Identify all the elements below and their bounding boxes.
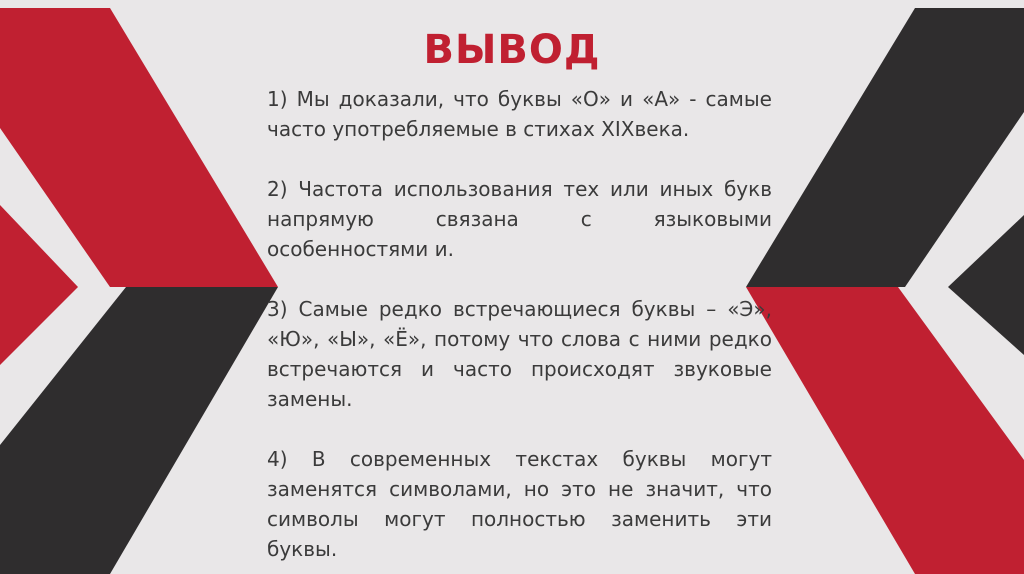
right-small-dark-arrow [948, 215, 1024, 355]
conclusion-paragraph-3: 3) Самые редко встречающиеся буквы – «Э», «Ю», «Ы», «Ё», потому что слова с ними редко встречаются и часто происходят звуковые замены. [267, 297, 772, 411]
slide-title: ВЫВОД [423, 27, 601, 73]
left-dark-chevron-arm [0, 287, 278, 574]
conclusion-paragraph-4: 4) В современных текстах буквы могут заменятся символами, но это не значит, что символы могут полностью заменить эти буквы. [267, 447, 772, 561]
conclusion-paragraph-1: 1) Мы доказали, что буквы «О» и «А» - самые часто употребляемые в стихах XIXвека. [267, 87, 772, 141]
conclusion-paragraph-2: 2) Частота использования тех или иных букв напрямую связана с языковыми особенностями и. [267, 177, 772, 261]
conclusion-text [267, 84, 772, 564]
right-red-chevron-arm [746, 287, 1024, 574]
left-small-red-arrow [0, 205, 78, 365]
